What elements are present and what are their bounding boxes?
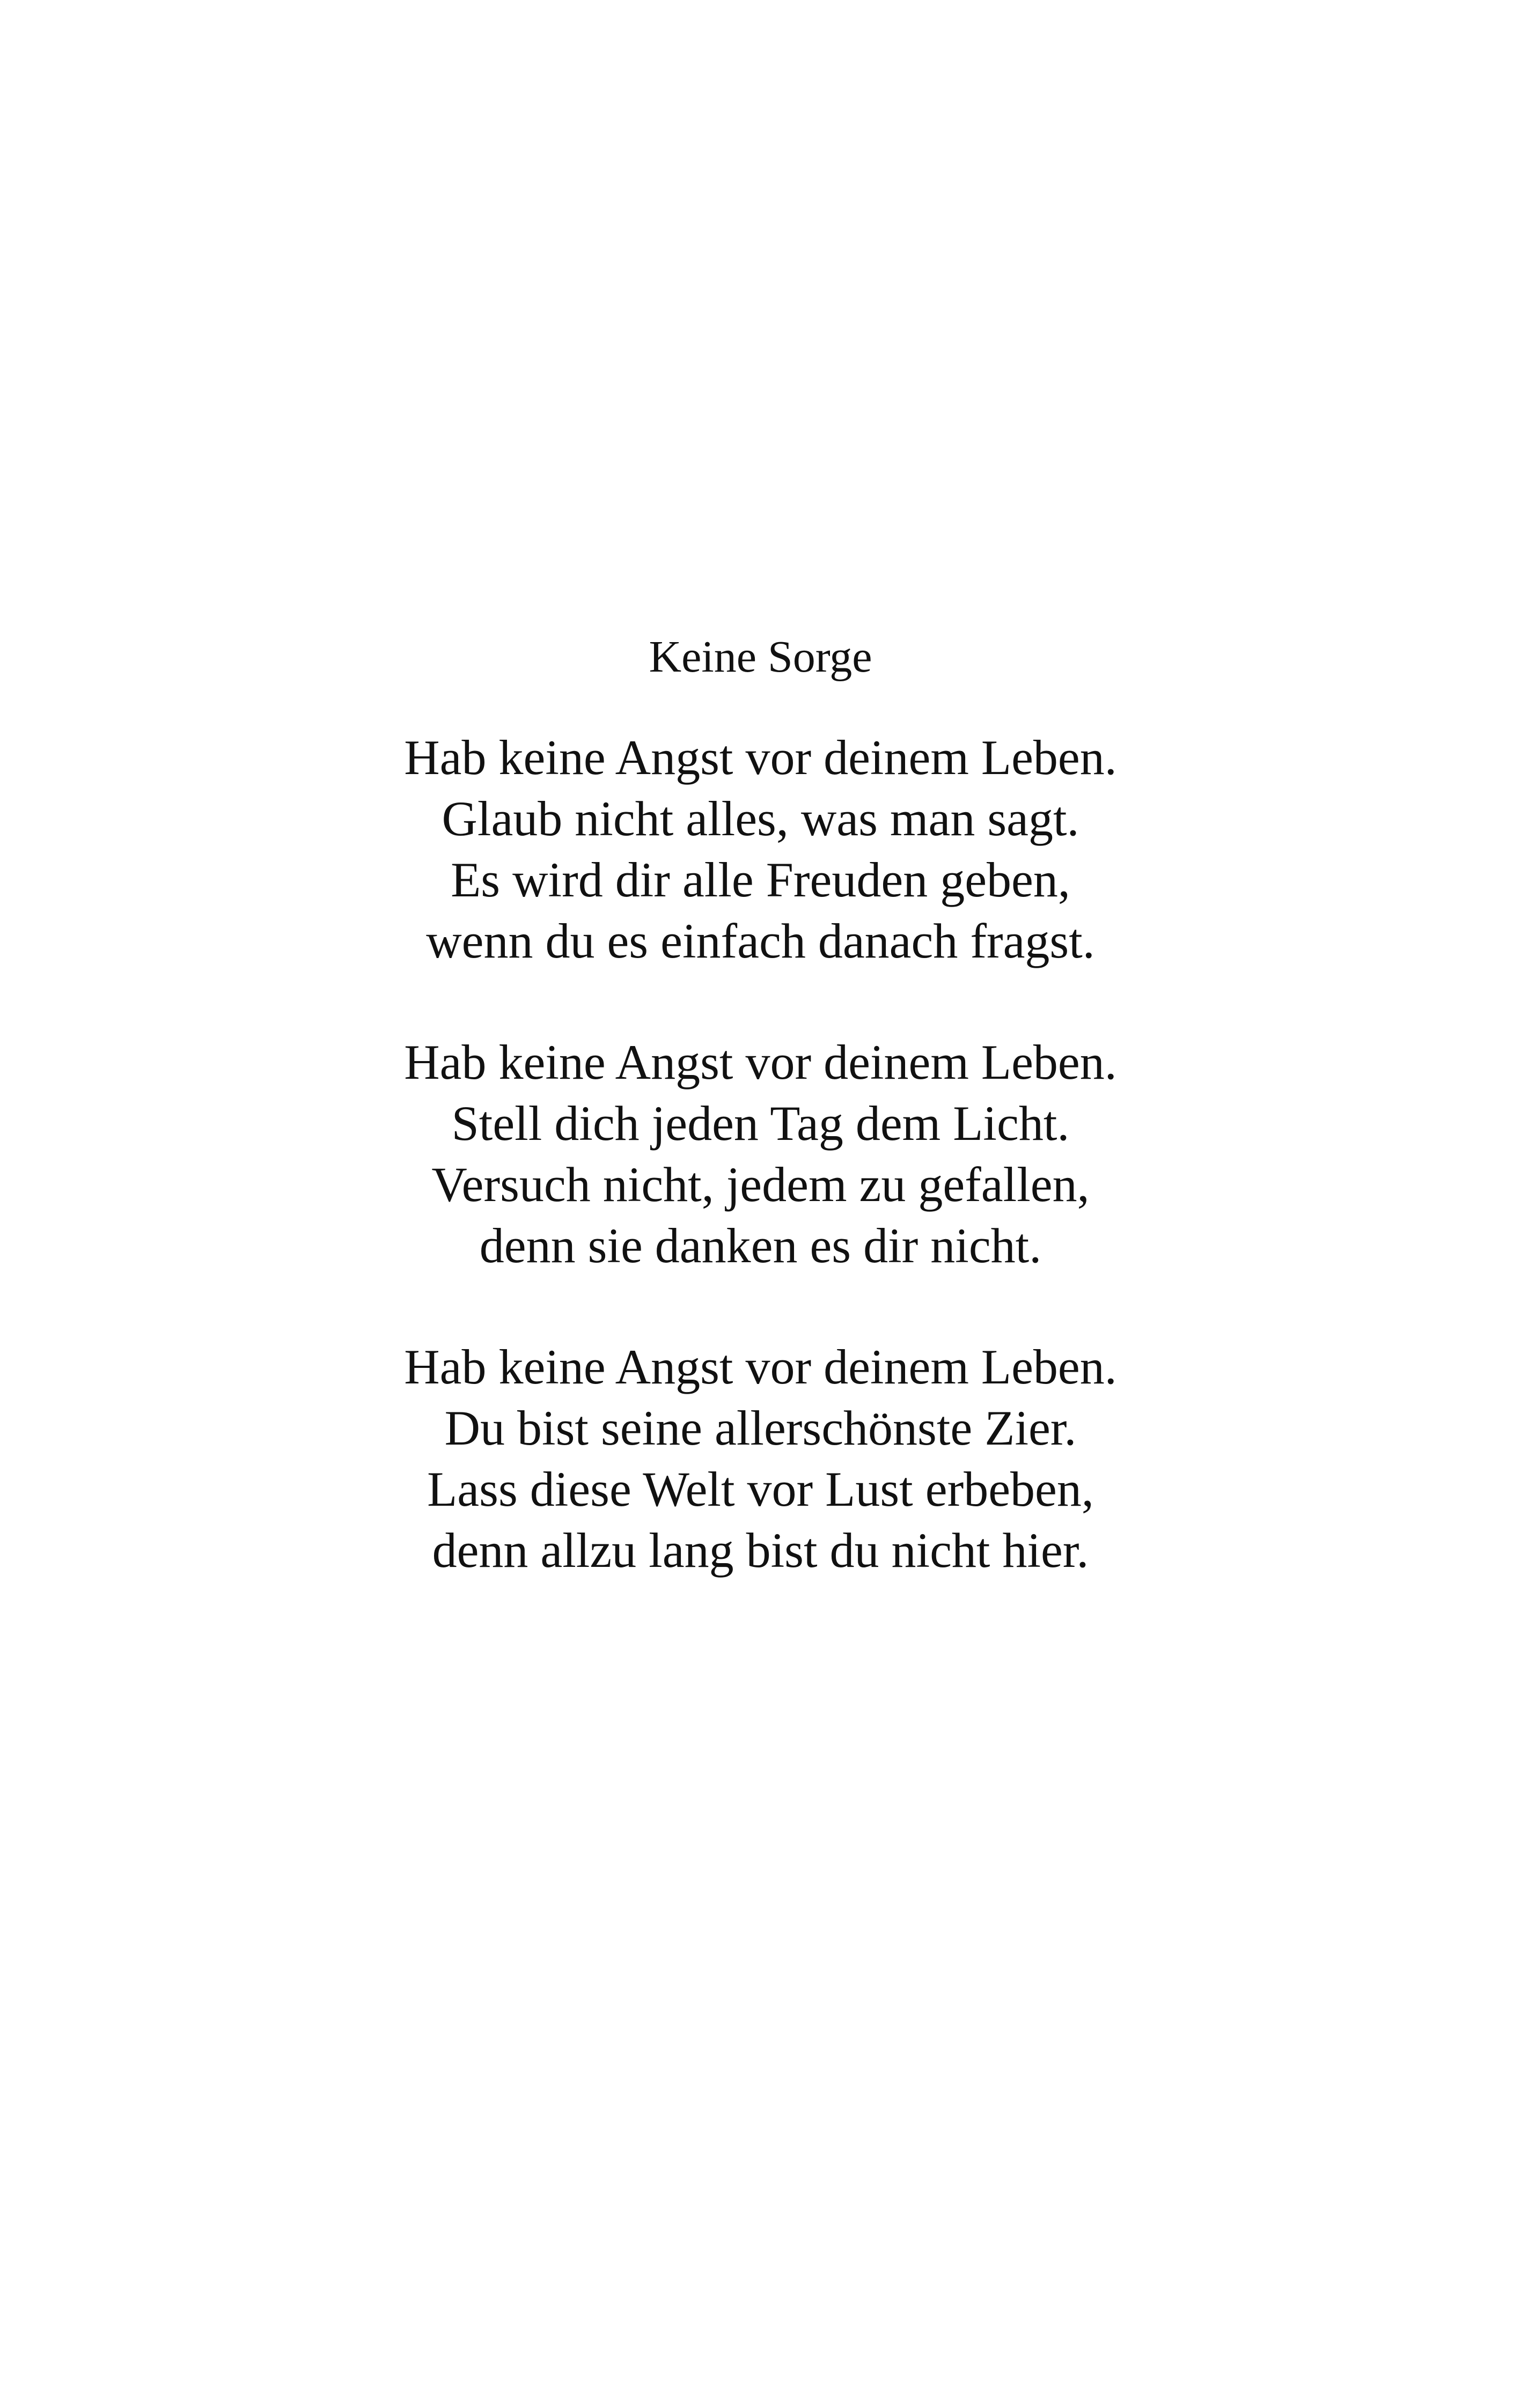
- poem-line: Hab keine Angst vor deinem Leben.: [404, 1035, 1117, 1089]
- poem-line: wenn du es einfach danach fragst.: [426, 914, 1095, 968]
- poem-line: Es wird dir alle Freuden geben,: [451, 852, 1070, 907]
- stanza-1: [0, 727, 1521, 971]
- poem-line: denn sie danken es dir nicht.: [479, 1218, 1042, 1273]
- poem-line: Du bist seine allerschönste Zier.: [444, 1401, 1077, 1455]
- stanza-3: [0, 1336, 1521, 1581]
- poem-line: Hab keine Angst vor deinem Leben.: [404, 730, 1117, 785]
- poem-line: Versuch nicht, jedem zu gefallen,: [431, 1157, 1090, 1212]
- poem-line: Glaub nicht alles, was man sagt.: [442, 791, 1079, 846]
- poem: [0, 630, 1521, 1641]
- poem-line: Lass diese Welt vor Lust erbeben,: [427, 1462, 1094, 1516]
- poem-line: Hab keine Angst vor deinem Leben.: [404, 1339, 1117, 1394]
- poem-line: Stell dich jeden Tag dem Licht.: [451, 1096, 1070, 1151]
- poem-title: Keine Sorge: [649, 632, 872, 682]
- stanza-2: [0, 1032, 1521, 1276]
- poem-line: denn allzu lang bist du nicht hier.: [432, 1523, 1089, 1578]
